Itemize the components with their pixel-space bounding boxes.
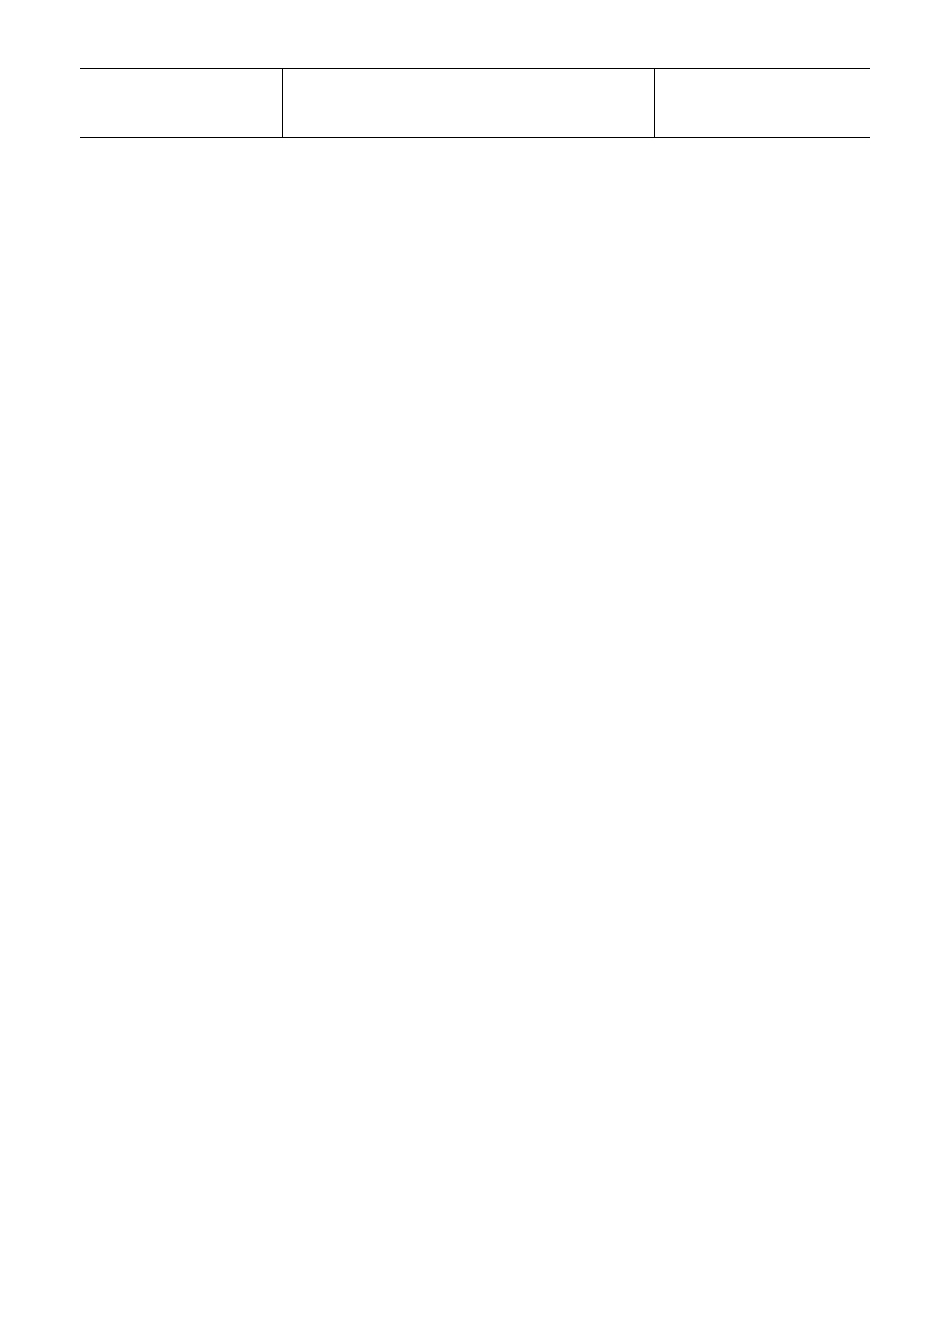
- header-motto-cell: [282, 69, 655, 137]
- header-meta: [80, 69, 283, 137]
- header-page-cell: [654, 69, 870, 137]
- page-header: [80, 68, 870, 138]
